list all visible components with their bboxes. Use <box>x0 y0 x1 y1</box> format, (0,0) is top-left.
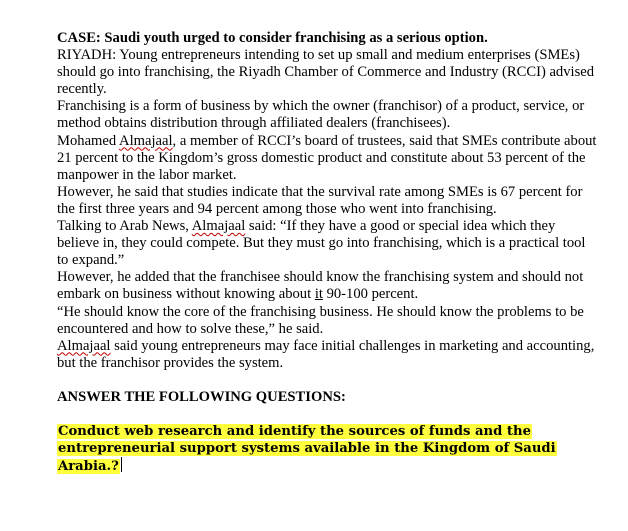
paragraph-core-business: “He should know the core of the franchising business. He should know the problems to be encountered and how to solve these,” he said. <box>57 303 584 337</box>
text-segment: Talking to Arab News, <box>57 218 192 235</box>
paragraph-franchisee-knowledge <box>57 269 597 303</box>
text-segment: However, he added that the franchisee should know the franchising system and should not embark on business without knowing about <box>57 269 584 303</box>
paragraph-almajaal-smes <box>57 133 597 184</box>
text-segment: said: “If they have a good or special idea which they believe in, they could compete. But they must go into franchising, which is a practical tool to expand.” <box>57 218 586 269</box>
text-segment: , a member of RCCI’s board of trustees, said that SMEs contribute about 21 percent to the Kingdom’s gross domestic product and constitute about 53 percent of the manpower in the labor market. <box>57 132 597 183</box>
paragraph-survival-rate: However, he said that studies indicate that the survival rate among SMEs is 67 percent for the first three years and 94 percent among those who went into franchising. <box>57 183 583 217</box>
highlighted-question-text: Conduct web research and identify the sources of funds and the entrepreneurial support systems available in the Kingdom of Saudi Arabia.? <box>58 423 556 474</box>
text-segment: 90-100 percent. <box>322 286 419 303</box>
spellcheck-word[interactable]: Almajaal <box>191 218 246 235</box>
case-title: CASE: Saudi youth urged to consider franchising as a serious option. <box>57 30 488 46</box>
document-body[interactable] <box>57 30 597 475</box>
paragraph-challenges <box>57 338 597 372</box>
text-cursor <box>121 457 122 472</box>
question-highlighted <box>57 423 597 475</box>
text-segment: Mohamed <box>57 132 120 149</box>
spellcheck-word[interactable]: Almajaal <box>57 337 111 354</box>
questions-heading: ANSWER THE FOLLOWING QUESTIONS: <box>57 388 346 405</box>
spellcheck-word[interactable]: Almajaal <box>119 132 173 149</box>
paragraph-riyadh: RIYADH: Young entrepreneurs intending to set up small and medium enterprises (SMEs) should go into franchising, the Riyadh Chamber of Commerce and Industry (RCCI) advised recently. <box>57 47 595 98</box>
text-segment: said young entrepreneurs may face initial challenges in marketing and accounting, but the franchisor provides the system. <box>57 337 595 371</box>
paragraph-arab-news <box>57 218 597 269</box>
grammar-flagged-word[interactable]: it <box>314 286 323 303</box>
paragraph-franchising-definition: Franchising is a form of business by which the owner (franchisor) of a product, service, or method obtains distribution through affiliated dealers (franchisees). <box>57 98 585 132</box>
